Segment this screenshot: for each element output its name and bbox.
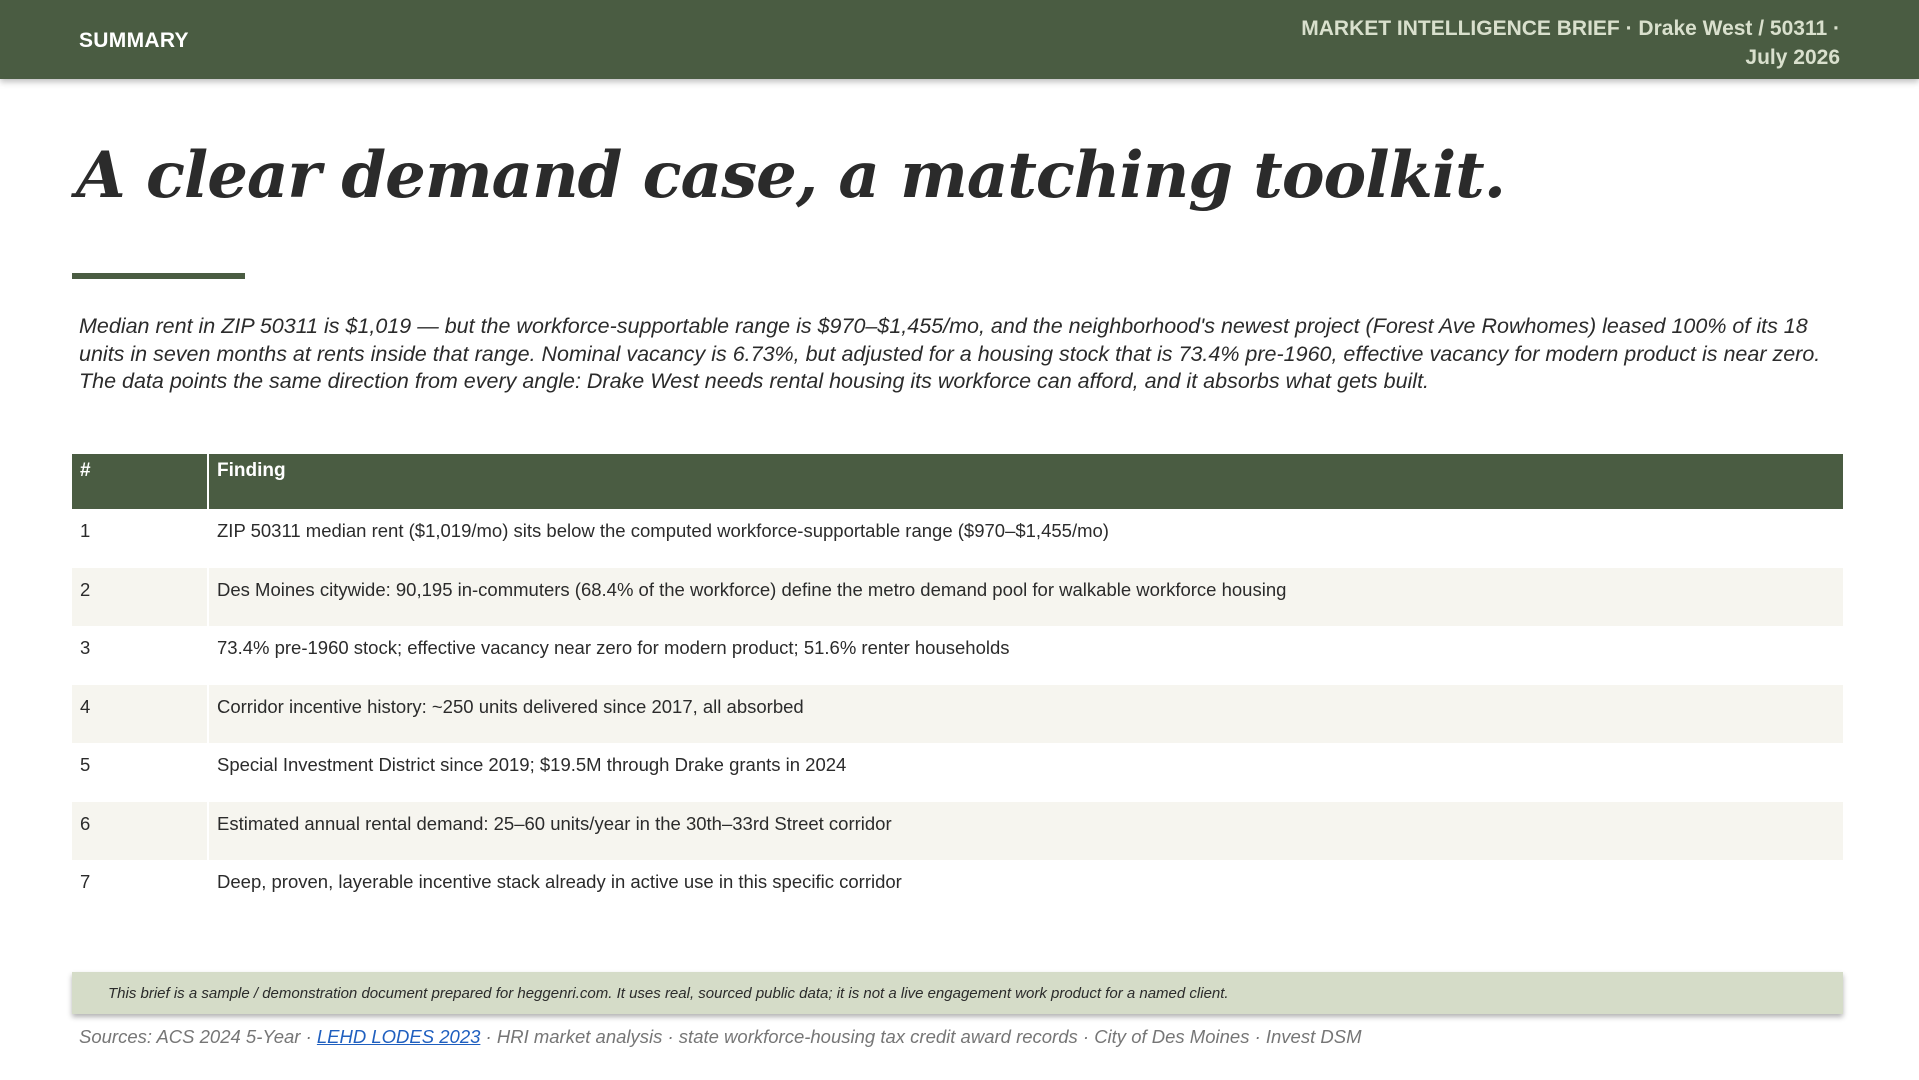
row-number: 6 [72, 802, 208, 861]
row-number: 7 [72, 860, 208, 919]
row-finding: ZIP 50311 median rent ($1,019/mo) sits below the computed workforce-supportable range ($970–$1,455/mo) [217, 520, 1109, 541]
table-row [72, 802, 1843, 861]
row-number: 2 [72, 568, 208, 627]
table-row [72, 626, 1843, 685]
row-number: 3 [72, 626, 208, 685]
row-finding: Corridor incentive history: ~250 units delivered since 2017, all absorbed [208, 685, 1843, 744]
findings-table [72, 454, 1843, 919]
header-bar [0, 0, 1919, 79]
page-headline: A clear demand case, a matching toolkit. [76, 138, 1505, 213]
brief-title-line-1: MARKET INTELLIGENCE BRIEF · Drake West / 50311 · [1301, 17, 1840, 40]
table-row [72, 860, 1843, 919]
row-number: 1 [72, 509, 208, 568]
column-header-number: # [72, 454, 208, 509]
table-row [72, 568, 1843, 627]
sources-line [79, 1026, 1362, 1048]
row-finding: 73.4% pre-1960 stock; effective vacancy near zero for modern product; 51.6% renter households [217, 637, 1010, 658]
row-finding: Estimated annual rental demand: 25–60 units/year in the 30th–33rd Street corridor [208, 802, 1843, 861]
summary-paragraph: Median rent in ZIP 50311 is $1,019 — but the workforce-supportable range is $970–$1,455/mo, and the neighborhood's newest project (Forest Ave Rowhomes) leased 100% of its 18 units in seven months at rents inside that range. Nominal vacancy is 6.73%, but adjusted for a housing stock that is 73.4% pre-1960, effective vacancy for modern product is near zero. The data points the same direction from every angle: Drake West needs rental housing its workforce can afford, and it absorbs what gets built. [79, 314, 1821, 393]
brief-title-line-2: July 2026 [1745, 46, 1840, 69]
table-header-row [72, 454, 1843, 509]
column-header-finding: Finding [208, 454, 1843, 509]
row-finding: Special Investment District since 2019; $19.5M through Drake grants in 2024 [217, 754, 847, 775]
row-finding: Des Moines citywide: 90,195 in-commuters (68.4% of the workforce) define the metro demand pool for walkable workforce housing [208, 568, 1843, 627]
brief-title [1140, 14, 1840, 72]
accent-divider [72, 273, 245, 279]
table-row [72, 509, 1843, 568]
sources-suffix: · HRI market analysis · state workforce-housing tax credit award records · City of Des Moines · Invest DSM [480, 1026, 1362, 1047]
row-number: 4 [72, 685, 208, 744]
table-row [72, 685, 1843, 744]
row-number: 5 [72, 743, 208, 802]
lehd-lodes-link[interactable]: LEHD LODES 2023 [316, 1026, 481, 1047]
sources-prefix: Sources: ACS 2024 5-Year · [79, 1026, 317, 1047]
table-row [72, 743, 1843, 802]
disclaimer-box [72, 972, 1843, 1014]
section-label: SUMMARY [79, 29, 189, 52]
row-finding: Deep, proven, layerable incentive stack already in active use in this specific corridor [217, 871, 902, 892]
disclaimer-text: This brief is a sample / demonstration document prepared for heggenri.com. It uses real, sourced public data; it is not a live engagement work product for a named client. [108, 985, 1229, 1002]
